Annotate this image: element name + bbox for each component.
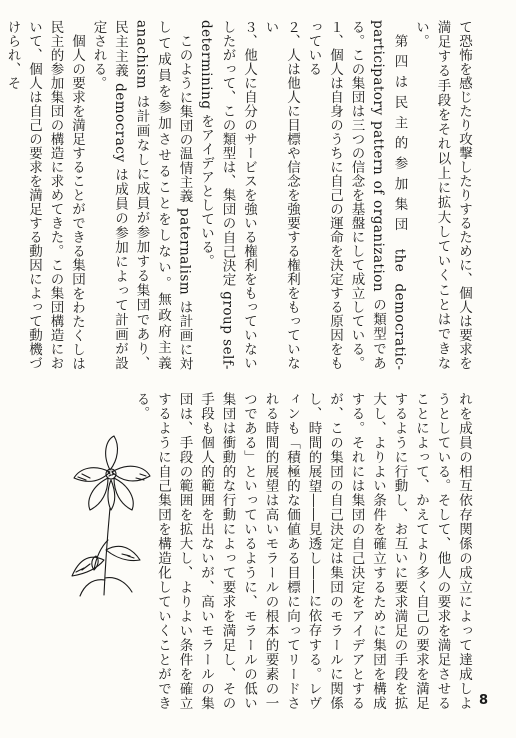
list-item: ３、他人に自分のサービスを強いる権利をもっていない [241,20,257,370]
paragraph: て恐怖を感じたり攻撃したりするために、個人は要求を満足する手段をそれ以上に拡大していくことはできない。 [413,20,472,370]
list-item: １、個人は自身のうちに自己の運命を決定する原因をもっている [305,20,343,370]
paragraph: 個人の要求を満足することができる集団をわたくしは民主的参加集団の構造に求めてきた。この集団構造において、個人は自己の要求を満足する動因によって動機づけられ、そ [4,20,85,370]
list-item: ２、人は他人に目標や信念を強要する権利をもっていない [262,20,300,370]
flower-illustration [48,430,168,600]
paragraph: このように集団の温情主義 paternalism は計画に対して成員を参加させることをしない。無政府主義 anachism は計画なしに成員が参加する集団であり、民主主義 democracy は成員の参加によって計画が設定される。 [90,20,193,370]
paragraph: 第四は民主的参加集団 the democratic-participatory pattern of organization の類型である。この集団は三つの信念を基盤にして成立している。 [348,20,408,370]
lower-text-block [133,392,474,710]
paragraph: したがって、この類型は、集団の自己決定 group self-determining をアイデアとしている。 [198,20,236,370]
upper-text-block [4,20,474,370]
page-number: 8 [478,693,488,708]
paragraph: れを成員の相互依存関係の成立によって達成しようとしている。そして、他人の要求を満足させることによって、かえてより多く自己の要求を満足するように行動し、お互いに要求満足の手段を拡大し、よりよい条件を確立するために集団を構成する。それには集団の自己決定をアイデアとするが、この集団の自己決定は集団のモラールに関係し、時間的展望――見透し――に依存する。レヴィンも「積極的な価値ある目標に向ってリードされる時間的展望は高いモラールの根本的要素の一つである」といっているように、モラールの低い集団は衝動的な行動によって要求を満足し、その手段も個人的範囲を出ないが、高いモラールの集団は、手段の範囲を拡大し、よりよい条件を確立するように自己集団を構造化していくことができる。 [133,392,472,710]
